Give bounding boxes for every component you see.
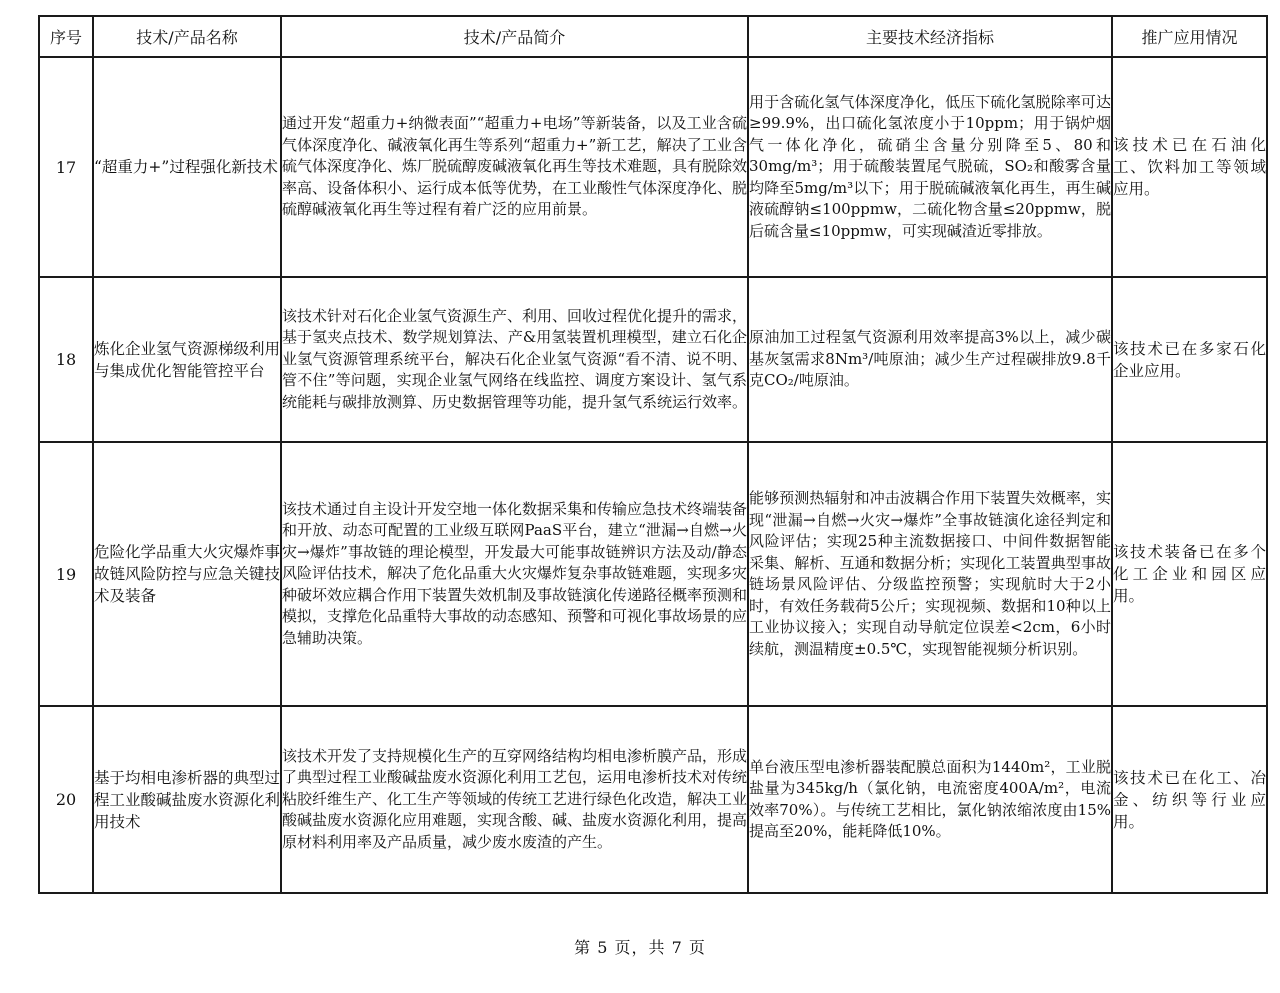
header-serial-number: 序号 — [39, 16, 93, 57]
header-tech-name: 技术/产品名称 — [93, 16, 281, 57]
table-row — [39, 57, 1267, 277]
table-row — [39, 442, 1267, 706]
row-tech-intro: 通过开发“超重力+纳微表面”“超重力+电场”等新装备，以及工业含硫气体深度净化、碱液氧化再生等系列“超重力+”新工艺，解决了工业含硫气体深度净化、炼厂脱硫醇废碱液氧化再生等技术难题，具有脱除效率高、设备体积小、运行成本低等优势，在工业酸性气体深度净化、脱硫醇碱液氧化再生等过程有着广泛的应用前景。 — [281, 57, 748, 277]
row-tech-name: 危险化学品重大火灾爆炸事故链风险防控与应急关键技术及装备 — [93, 442, 281, 706]
row-tech-name: “超重力+”过程强化新技术 — [93, 57, 281, 277]
row-tech-intro: 该技术针对石化企业氢气资源生产、利用、回收过程优化提升的需求，基于氢夹点技术、数学规划算法、产&用氢装置机理模型，建立石化企业氢气资源管理系统平台，解决石化企业氢气资源“看不清、说不明、管不住”等问题，实现企业氢气网络在线监控、调度方案设计、氢气系统能耗与碳排放测算、历史数据管理等功能，提升氢气系统运行效率。 — [281, 277, 748, 442]
row-application-status: 该技术已在多家石化企业应用。 — [1112, 277, 1267, 442]
row-serial-number: 19 — [39, 442, 93, 706]
header-tech-intro: 技术/产品简介 — [281, 16, 748, 57]
row-serial-number: 18 — [39, 277, 93, 442]
row-tech-intro: 该技术通过自主设计开发空地一体化数据采集和传输应急技术终端装备和开放、动态可配置的工业级互联网PaaS平台，建立“泄漏→自燃→火灾→爆炸”事故链的理论模型，开发最大可能事故链辨识方法及动/静态风险评估技术，解决了危化品重大火灾爆炸复杂事故链难题，实现多灾种破坏效应耦合作用下装置失效机制及事故链演化传递路径概率预测和模拟，支撑危化品重特大事故的动态感知、预警和可视化事故场景的应急辅助决策。 — [281, 442, 748, 706]
row-key-indicators: 单台液压型电渗析器装配膜总面积为1440m²，工业脱盐量为345kg/h（氯化钠，电流密度400A/m²，电流效率70%）。与传统工艺相比，氯化钠浓缩浓度由15%提高至20%，能耗降低10%。 — [748, 706, 1112, 893]
header-key-indicators: 主要技术经济指标 — [748, 16, 1112, 57]
table-header-row — [39, 16, 1267, 57]
header-application-status: 推广应用情况 — [1112, 16, 1267, 57]
row-key-indicators: 能够预测热辐射和冲击波耦合作用下装置失效概率，实现“泄漏→自燃→火灾→爆炸”全事故链演化途径判定和风险评估；实现25种主流数据接口、中间件数据智能采集、解析、互通和数据分析；实现化工装置典型事故链场景风险评估、分级监控预警；实现航时大于2小时，有效任务载荷5公斤；实现视频、数据和10种以上工业协议接入；实现自动导航定位误差<2cm，6小时续航，测温精度±0.5℃，实现智能视频分析识别。 — [748, 442, 1112, 706]
row-key-indicators: 用于含硫化氢气体深度净化，低压下硫化氢脱除率可达≥99.9%，出口硫化氢浓度小于10ppm；用于锅炉烟气一体化净化，硫硝尘含量分别降至5、80和30mg/m³；用于硫酸装置尾气脱硫，SO₂和酸雾含量均降至5mg/m³以下；用于脱硫碱液氧化再生，再生碱液硫醇钠≤100ppmw，二硫化物含量≤20ppmw，脱后硫含量≤10ppmw，可实现碱渣近零排放。 — [748, 57, 1112, 277]
row-application-status: 该技术已在化工、冶金、纺织等行业应用。 — [1112, 706, 1267, 893]
row-serial-number: 17 — [39, 57, 93, 277]
row-key-indicators: 原油加工过程氢气资源利用效率提高3%以上，减少碳基灰氢需求8Nm³/吨原油；减少生产过程碳排放9.8千克CO₂/吨原油。 — [748, 277, 1112, 442]
row-tech-intro: 该技术开发了支持规模化生产的互穿网络结构均相电渗析膜产品，形成了典型过程工业酸碱盐废水资源化利用工艺包，运用电渗析技术对传统粘胶纤维生产、化工生产等领域的传统工艺进行绿色化改造，解决工业酸碱盐废水资源化应用难题，实现含酸、碱、盐废水资源化利用，提高原材料利用率及产品质量，减少废水废渣的产生。 — [281, 706, 748, 893]
row-application-status: 该技术装备已在多个化工企业和园区应用。 — [1112, 442, 1267, 706]
row-application-status: 该技术已在石油化工、饮料加工等领域应用。 — [1112, 57, 1267, 277]
row-tech-name: 炼化企业氢气资源梯级利用与集成优化智能管控平台 — [93, 277, 281, 442]
technology-table — [38, 15, 1268, 894]
row-tech-name: 基于均相电渗析器的典型过程工业酸碱盐废水资源化利用技术 — [93, 706, 281, 893]
table-row — [39, 277, 1267, 442]
table-row — [39, 706, 1267, 893]
page-number: 第 5 页，共 7 页 — [574, 938, 706, 957]
row-serial-number: 20 — [39, 706, 93, 893]
